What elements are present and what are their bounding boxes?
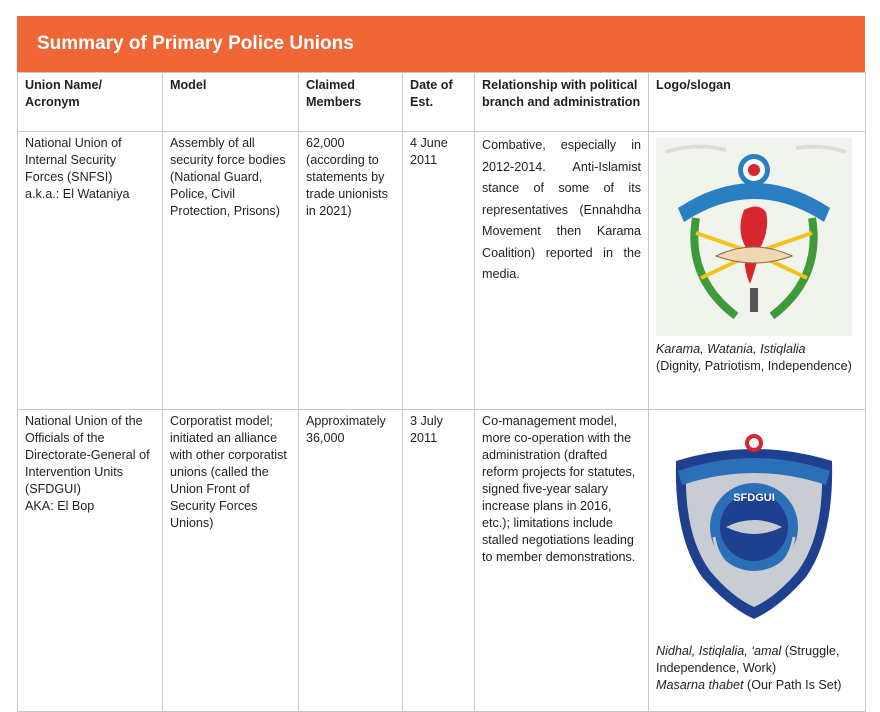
date-cell: 4 June 2011 <box>403 132 475 410</box>
logo-slogan-cell <box>649 410 866 712</box>
snfsi-logo <box>656 138 852 336</box>
sfdgui-logo <box>656 427 852 627</box>
model-cell: Assembly of all security force bodies (National Guard, Police, Civil Protection, Prisons) <box>163 132 299 410</box>
header-date-established: Date of Est. <box>403 73 475 132</box>
slogan-block-2 <box>656 677 858 694</box>
header-claimed-members: Claimed Members <box>299 73 403 132</box>
members-cell: Approximately 36,000 <box>299 410 403 712</box>
union-name-cell <box>18 410 163 712</box>
relationship-cell: Co-management model, more co-operation with the administration (drafted reform projects for statutes, signed five-year salary increase plans in 2016, etc.); limitations include stalled negotiations leading to member demonstrations. <box>475 410 649 712</box>
sfdgui-logo-text: SFDGUI <box>733 492 775 504</box>
logo-slogan-cell <box>649 132 866 410</box>
header-union-name: Union Name/ Acronym <box>18 73 163 132</box>
slogan-arabic-transliteration: Nidhal, Istiqlalia, ‘amal <box>656 644 782 658</box>
table-header-row <box>18 73 866 132</box>
union-name: National Union of Internal Security Forces (SNFSI) <box>25 136 122 184</box>
slogan-arabic-transliteration: Karama, Watania, Istiqlalia <box>656 342 806 356</box>
slogan2-arabic-transliteration: Masarna thabet <box>656 678 744 692</box>
union-name: National Union of the Officials of the Directorate-General of Intervention Units (SFDGUI) <box>25 414 150 496</box>
slogan2-translation: (Our Path Is Set) <box>747 678 842 692</box>
header-relationship: Relationship with political branch and administration <box>475 73 649 132</box>
relationship-cell: Combative, especially in 2012-2014. Anti-Islamist stance of some of its representatives (Ennahdha Movement then Karama Coalition) reported in the media. <box>475 132 649 410</box>
model-cell: Corporatist model; initiated an alliance with other corporatist unions (called the Union Front of Security Forces Unions) <box>163 410 299 712</box>
union-summary-table-container <box>17 16 865 700</box>
table-title: Summary of Primary Police Unions <box>17 16 865 72</box>
slogan-translation: (Struggle, Independence, Work) <box>656 644 840 675</box>
table-row <box>18 132 866 410</box>
date-cell: 3 July 2011 <box>403 410 475 712</box>
union-alias: a.k.a.: El Wataniya <box>25 187 130 201</box>
members-cell: 62,000 (according to statements by trade unionists in 2021) <box>299 132 403 410</box>
union-table <box>17 72 866 712</box>
table-row <box>18 410 866 712</box>
header-logo-slogan: Logo/slogan <box>649 73 866 132</box>
union-name-cell <box>18 132 163 410</box>
slogan-translation: (Dignity, Patriotism, Independence) <box>656 359 852 373</box>
slogan-block-1 <box>656 643 858 677</box>
header-model: Model <box>163 73 299 132</box>
union-alias: AKA: El Bop <box>25 499 95 513</box>
